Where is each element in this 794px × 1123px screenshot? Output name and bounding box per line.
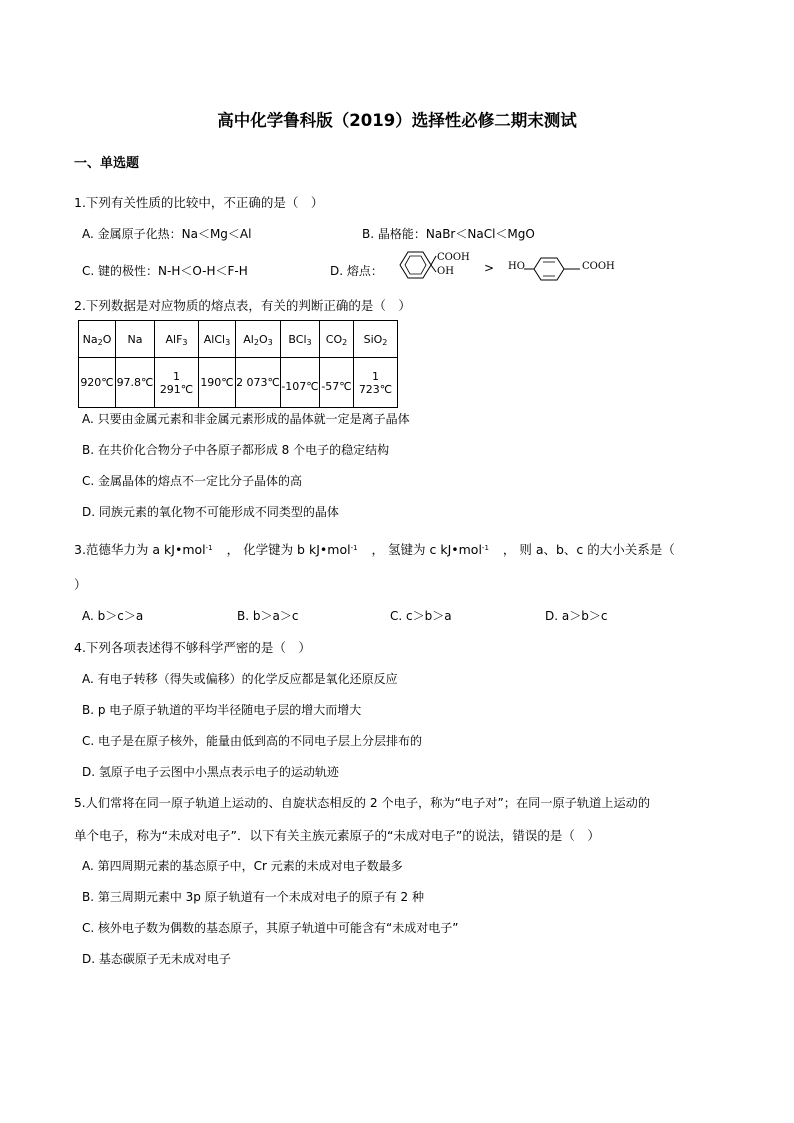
structure-cooh-label-1: COOH: [437, 252, 470, 263]
question-2-option-a: A. 只要由金属元素和非金属元素形成的晶体就一定是离子晶体: [82, 412, 410, 426]
table-header-cell: $Na_2O$: [79, 321, 116, 358]
question-5-stem-line-2: 单个电子，称为“未成对电子”．以下有关主族元素原子的“未成对电子”的说法，错误的是（ ）: [74, 828, 600, 843]
table-value-cell: 190℃: [199, 358, 236, 408]
question-1-option-d-prefix: D. 熔点：: [330, 264, 383, 278]
table-header-cell: AlCl$_3$: [199, 321, 236, 358]
question-1-stem: 1.下列有关性质的比较中，不正确的是（ ）: [74, 195, 324, 210]
question-2-option-b: B. 在共价化合物分子中各原子都形成 8 个电子的稳定结构: [82, 443, 390, 457]
question-3-option-d: D. a＞b＞c: [545, 609, 608, 623]
structure-oh-label: OH: [437, 266, 454, 277]
table-value-cell: -107℃: [281, 358, 320, 408]
section-heading: 一、单选题: [74, 156, 140, 171]
question-1-option-a: A. 金属原子化热：Na＜Mg＜Al: [82, 227, 252, 241]
table-value-cell: 97.8℃: [116, 358, 155, 408]
table-header-cell: BCl$_3$: [281, 321, 320, 358]
table-header-cell: $Al_2O_3$: [236, 321, 281, 358]
table-value-cell: 920℃: [79, 358, 116, 408]
question-3-option-b: B. b＞a＞c: [237, 609, 299, 623]
question-4-option-d: D. 氢原子电子云图中小黑点表示电子的运动轨迹: [82, 765, 339, 779]
table-value-cell: 1 291℃: [155, 358, 199, 408]
table-value-cell: -57℃: [320, 358, 354, 408]
question-1-option-b: B. 晶格能：NaBr＜NaCl＜MgO: [362, 227, 535, 241]
question-4-option-c: C. 电子是在原子核外，能量由低到高的不同电子层上分层排布的: [82, 734, 423, 748]
table-header-cell: SiO$_2$: [354, 321, 398, 358]
greater-than-sign: >: [484, 261, 495, 275]
question-5-stem-line-1: 5.人们常将在同一原子轨道上运动的、自旋状态相反的 2 个电子，称为“电子对”；在同一原子轨道上运动的: [74, 796, 651, 810]
question-2-stem: 2.下列数据是对应物质的熔点表，有关的判断正确的是（ ）: [74, 298, 411, 313]
question-5-option-a: A. 第四周期元素的基态原子中，Cr 元素的未成对电子数最多: [82, 859, 403, 873]
question-4-stem: 4.下列各项表述得不够科学严密的是（ ）: [74, 640, 311, 655]
table-header-cell: AlF$_3$: [155, 321, 199, 358]
question-1-option-c: C. 键的极性：N-H＜O-H＜F-H: [82, 264, 248, 278]
question-5-option-d: D. 基态碳原子无未成对电子: [82, 952, 231, 966]
question-3-stem-end: ）: [74, 577, 87, 592]
table-value-cell: 1 723℃: [354, 358, 398, 408]
table-value-cell: 2 073℃: [236, 358, 281, 408]
structure-ho-label: HO: [508, 261, 525, 272]
question-5-option-b: B. 第三周期元素中 3p 原子轨道有一个未成对电子的原子有 2 种: [82, 890, 425, 904]
question-3-option-a: A. b＞c＞a: [82, 609, 144, 623]
table-header-cell: Na: [116, 321, 155, 358]
para-hydroxybenzoic-acid-structure: [524, 254, 584, 284]
question-4-option-b: B. p 电子原子轨道的平均半径随电子层的增大而增大: [82, 703, 362, 717]
document-title: 高中化学鲁科版（2019）选择性必修二期末测试: [217, 111, 577, 130]
question-2-option-d: D. 同族元素的氧化物不可能形成不同类型的晶体: [82, 505, 339, 519]
melting-point-table: [78, 320, 398, 408]
structure-cooh-label-2: COOH: [582, 261, 615, 272]
question-5-option-c: C. 核外电子数为偶数的基态原子，其原子轨道中可能含有“未成对电子”: [82, 921, 459, 935]
question-4-option-a: A. 有电子转移（得失或偏移）的化学反应都是氧化还原反应: [82, 672, 398, 686]
question-3-option-c: C. c＞b＞a: [390, 609, 452, 623]
question-3-stem: 3.范德华力为 a kJ•mol$^{-1}$ ， 化学键为 b kJ•mol$^{-1}$ ， 氢键为 c kJ•mol$^{-1}$ ， 则 a、b、c 的大小关系是（: [74, 542, 675, 557]
table-header-cell: $CO_2$: [320, 321, 354, 358]
question-2-option-c: C. 金属晶体的熔点不一定比分子晶体的高: [82, 474, 303, 488]
